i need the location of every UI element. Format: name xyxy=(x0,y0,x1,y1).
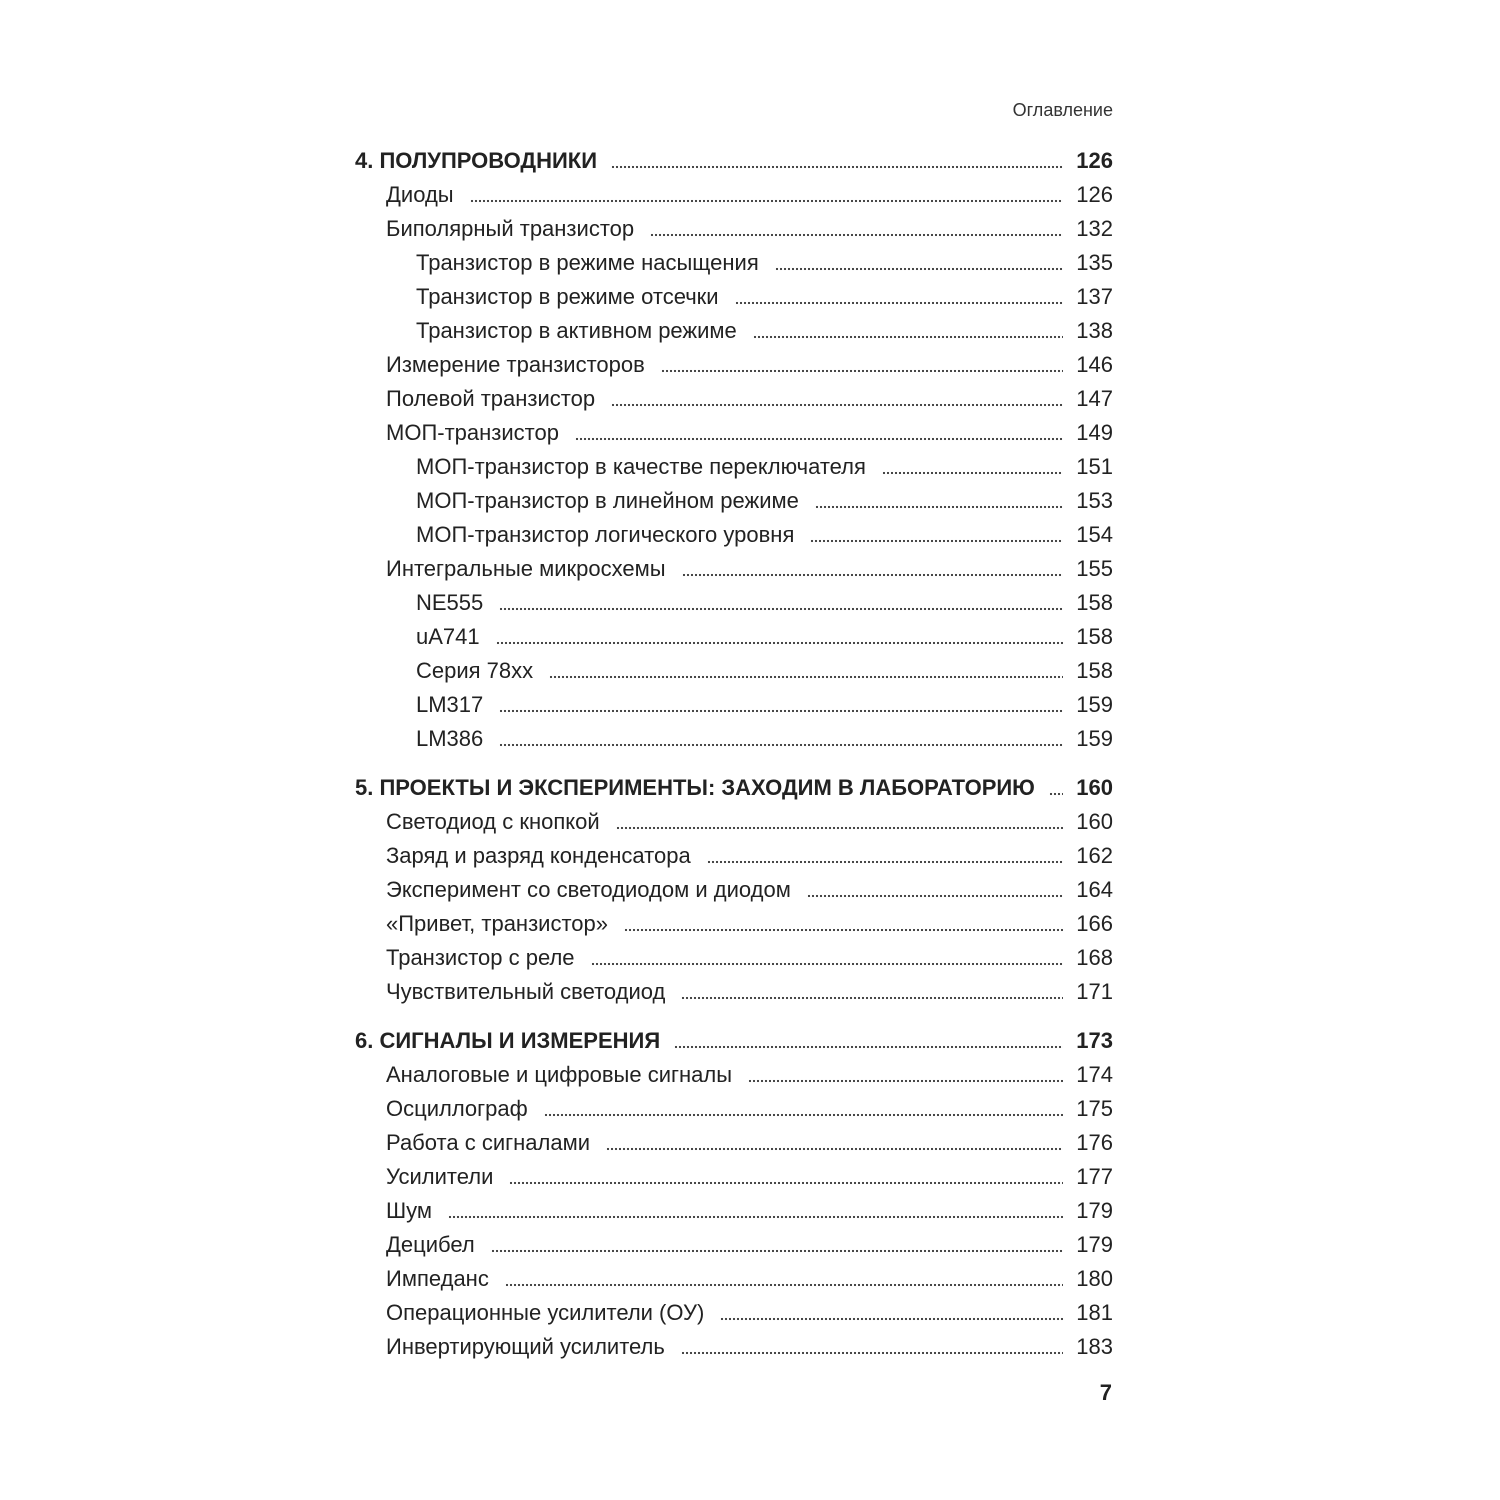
toc-entry[interactable] xyxy=(386,803,1113,833)
toc-entry-page: 162 xyxy=(1076,843,1113,868)
toc-entry-title: Работа с сигналами xyxy=(386,1130,591,1155)
toc-entry[interactable] xyxy=(416,448,1113,478)
toc-entry-title: Усилители xyxy=(386,1164,494,1189)
toc-entry-page: 164 xyxy=(1076,877,1113,902)
toc-entry-title: Заряд и разряд конденсатора xyxy=(386,843,691,868)
toc-entry[interactable] xyxy=(386,210,1113,240)
toc-entry-page: 158 xyxy=(1076,624,1113,649)
toc-entry[interactable] xyxy=(416,652,1113,682)
dot-leader xyxy=(499,707,1063,713)
toc-entry-page: 146 xyxy=(1076,352,1113,377)
toc-entry-page: 155 xyxy=(1076,556,1113,581)
dot-leader xyxy=(681,1349,1063,1355)
dot-leader xyxy=(496,639,1063,645)
toc-entry-page: 180 xyxy=(1076,1266,1113,1291)
toc-entry-title: LM317 xyxy=(416,692,484,717)
toc-entry-title: 4. ПОЛУПРОВОДНИКИ xyxy=(355,148,598,173)
page-number: 7 xyxy=(1099,1380,1112,1405)
toc-entry-title: Операционные усилители (ОУ) xyxy=(386,1300,705,1325)
toc-entry-title: Чувствительный светодиод xyxy=(386,979,666,1004)
toc-entry[interactable] xyxy=(416,618,1113,648)
toc-entry[interactable] xyxy=(416,278,1113,308)
dot-leader xyxy=(499,605,1063,611)
toc-entry-title: Эксперимент со светодиодом и диодом xyxy=(386,877,791,902)
toc-entry[interactable] xyxy=(386,871,1113,901)
toc-entry-page: 153 xyxy=(1076,488,1113,513)
toc-entry-page: 135 xyxy=(1076,250,1113,275)
dot-leader xyxy=(735,299,1063,305)
toc-entry[interactable] xyxy=(386,905,1113,935)
toc-entry-title: МОП-транзистор в качестве переключателя xyxy=(416,454,866,479)
toc-entry-page: 154 xyxy=(1076,522,1113,547)
toc-entry-title: Интегральные микросхемы xyxy=(386,556,666,581)
toc-entry[interactable] xyxy=(386,939,1113,969)
dot-leader xyxy=(661,367,1063,373)
dot-leader xyxy=(775,265,1063,271)
toc-entry-page: 181 xyxy=(1076,1300,1113,1325)
toc-entry-title: Диоды xyxy=(386,182,454,207)
toc-entry-title: Транзистор в режиме отсечки xyxy=(416,284,719,309)
dot-leader xyxy=(616,824,1063,830)
toc-entry-title: Транзистор в активном режиме xyxy=(416,318,737,343)
dot-leader xyxy=(1049,790,1063,796)
toc-entry-page: 137 xyxy=(1076,284,1113,309)
toc-entry-title: 5. ПРОЕКТЫ И ЭКСПЕРИМЕНТЫ: ЗАХОДИМ В ЛАБОРАТОРИЮ xyxy=(355,775,1035,800)
toc-entry[interactable] xyxy=(416,720,1113,750)
toc-entry-page: 179 xyxy=(1076,1198,1113,1223)
toc-entry-title: NE555 xyxy=(416,590,484,615)
toc-entry-page: 149 xyxy=(1076,420,1113,445)
dot-leader xyxy=(810,537,1063,543)
toc-entry-title: Биполярный транзистор xyxy=(386,216,635,241)
toc-entry[interactable] xyxy=(386,176,1113,206)
toc-entry-page: 126 xyxy=(1076,182,1113,207)
toc-entry-title: МОП-транзистор логического уровня xyxy=(416,522,795,547)
toc-entry-page: 132 xyxy=(1076,216,1113,241)
toc-entry-page: 158 xyxy=(1076,658,1113,683)
toc-entry[interactable] xyxy=(386,550,1113,580)
dot-leader xyxy=(575,435,1063,441)
dot-leader xyxy=(491,1247,1063,1253)
dot-leader xyxy=(753,333,1063,339)
toc-entry-title: «Привет, транзистор» xyxy=(386,911,608,936)
toc-entry-page: 126 xyxy=(1076,148,1113,173)
dot-leader xyxy=(499,741,1063,747)
toc-entry[interactable] xyxy=(386,1056,1113,1086)
dot-leader xyxy=(674,1043,1063,1049)
dot-leader xyxy=(882,469,1063,475)
toc-entry-page: 166 xyxy=(1076,911,1113,936)
toc-entry-title: Светодиод с кнопкой xyxy=(386,809,600,834)
dot-leader xyxy=(815,503,1063,509)
toc-entry[interactable] xyxy=(386,1260,1113,1290)
toc-entry-page: 179 xyxy=(1076,1232,1113,1257)
toc-entry-title: 6. СИГНАЛЫ И ИЗМЕРЕНИЯ xyxy=(355,1028,661,1053)
table-of-contents xyxy=(355,0,1113,1500)
dot-leader xyxy=(707,858,1063,864)
toc-entry[interactable] xyxy=(386,1090,1113,1120)
dot-leader xyxy=(624,926,1063,932)
toc-entry-page: 160 xyxy=(1076,809,1113,834)
toc-entry-chapter-4[interactable] xyxy=(355,142,1113,172)
toc-entry[interactable] xyxy=(386,1226,1113,1256)
toc-entry[interactable] xyxy=(416,244,1113,274)
toc-entry-title: Полевой транзистор xyxy=(386,386,596,411)
toc-entry-page: 175 xyxy=(1076,1096,1113,1121)
dot-leader xyxy=(544,1111,1063,1117)
dot-leader xyxy=(549,673,1063,679)
toc-entry-title: МОП-транзистор xyxy=(386,420,559,445)
toc-entry[interactable] xyxy=(386,1192,1113,1222)
toc-entry-page: 173 xyxy=(1076,1028,1113,1053)
toc-entry-title: Серия 78xx xyxy=(416,658,534,683)
dot-leader xyxy=(591,960,1063,966)
toc-entry-page: 151 xyxy=(1076,454,1113,479)
dot-leader xyxy=(611,401,1063,407)
toc-entry-title: МОП-транзистор в линейном режиме xyxy=(416,488,799,513)
toc-entry-title: Транзистор в режиме насыщения xyxy=(416,250,759,275)
toc-entry[interactable] xyxy=(386,837,1113,867)
dot-leader xyxy=(606,1145,1063,1151)
running-header: Оглавление xyxy=(1012,100,1113,120)
toc-entry-page: 171 xyxy=(1076,979,1113,1004)
toc-entry-page: 177 xyxy=(1076,1164,1113,1189)
toc-entry-title: Инвертирующий усилитель xyxy=(386,1334,665,1359)
toc-entry-page: 174 xyxy=(1076,1062,1113,1087)
toc-entry-title: Аналоговые и цифровые сигналы xyxy=(386,1062,733,1087)
toc-entry-page: 168 xyxy=(1076,945,1113,970)
toc-entry-chapter-6[interactable] xyxy=(355,1022,1113,1052)
toc-entry[interactable] xyxy=(416,482,1113,512)
toc-entry[interactable] xyxy=(386,1124,1113,1154)
toc-entry-page: 159 xyxy=(1076,692,1113,717)
toc-entry[interactable] xyxy=(386,1328,1113,1358)
toc-entry[interactable] xyxy=(386,414,1113,444)
toc-entry[interactable] xyxy=(386,380,1113,410)
toc-entry-title: LM386 xyxy=(416,726,484,751)
toc-entry-title: Транзистор с реле xyxy=(386,945,575,970)
toc-entry-title: uA741 xyxy=(416,624,480,649)
toc-entry-title: Импеданс xyxy=(386,1266,489,1291)
toc-entry-page: 176 xyxy=(1076,1130,1113,1155)
toc-entry-page: 159 xyxy=(1076,726,1113,751)
toc-entry-page: 138 xyxy=(1076,318,1113,343)
dot-leader xyxy=(448,1213,1063,1219)
toc-entry-page: 158 xyxy=(1076,590,1113,615)
dot-leader xyxy=(611,163,1063,169)
toc-entry[interactable] xyxy=(386,346,1113,376)
toc-entry-title: Шум xyxy=(386,1198,433,1223)
dot-leader xyxy=(681,994,1063,1000)
toc-entry[interactable] xyxy=(416,516,1113,546)
toc-entry-page: 147 xyxy=(1076,386,1113,411)
dot-leader xyxy=(807,892,1063,898)
dot-leader xyxy=(720,1315,1063,1321)
dot-leader xyxy=(748,1077,1063,1083)
dot-leader xyxy=(470,197,1063,203)
toc-entry-chapter-5[interactable] xyxy=(355,769,1113,799)
dot-leader xyxy=(650,231,1063,237)
toc-entry[interactable] xyxy=(386,973,1113,1003)
toc-entry[interactable] xyxy=(416,312,1113,342)
dot-leader xyxy=(682,571,1063,577)
dot-leader xyxy=(505,1281,1063,1287)
toc-entry-title: Осциллограф xyxy=(386,1096,528,1121)
toc-entry[interactable] xyxy=(416,686,1113,716)
toc-entry-title: Измерение транзисторов xyxy=(386,352,645,377)
toc-entry[interactable] xyxy=(386,1158,1113,1188)
toc-entry[interactable] xyxy=(386,1294,1113,1324)
toc-entry-page: 183 xyxy=(1076,1334,1113,1359)
toc-entry-page: 160 xyxy=(1076,775,1113,800)
toc-entry[interactable] xyxy=(416,584,1113,614)
toc-entry-title: Децибел xyxy=(386,1232,475,1257)
dot-leader xyxy=(509,1179,1063,1185)
